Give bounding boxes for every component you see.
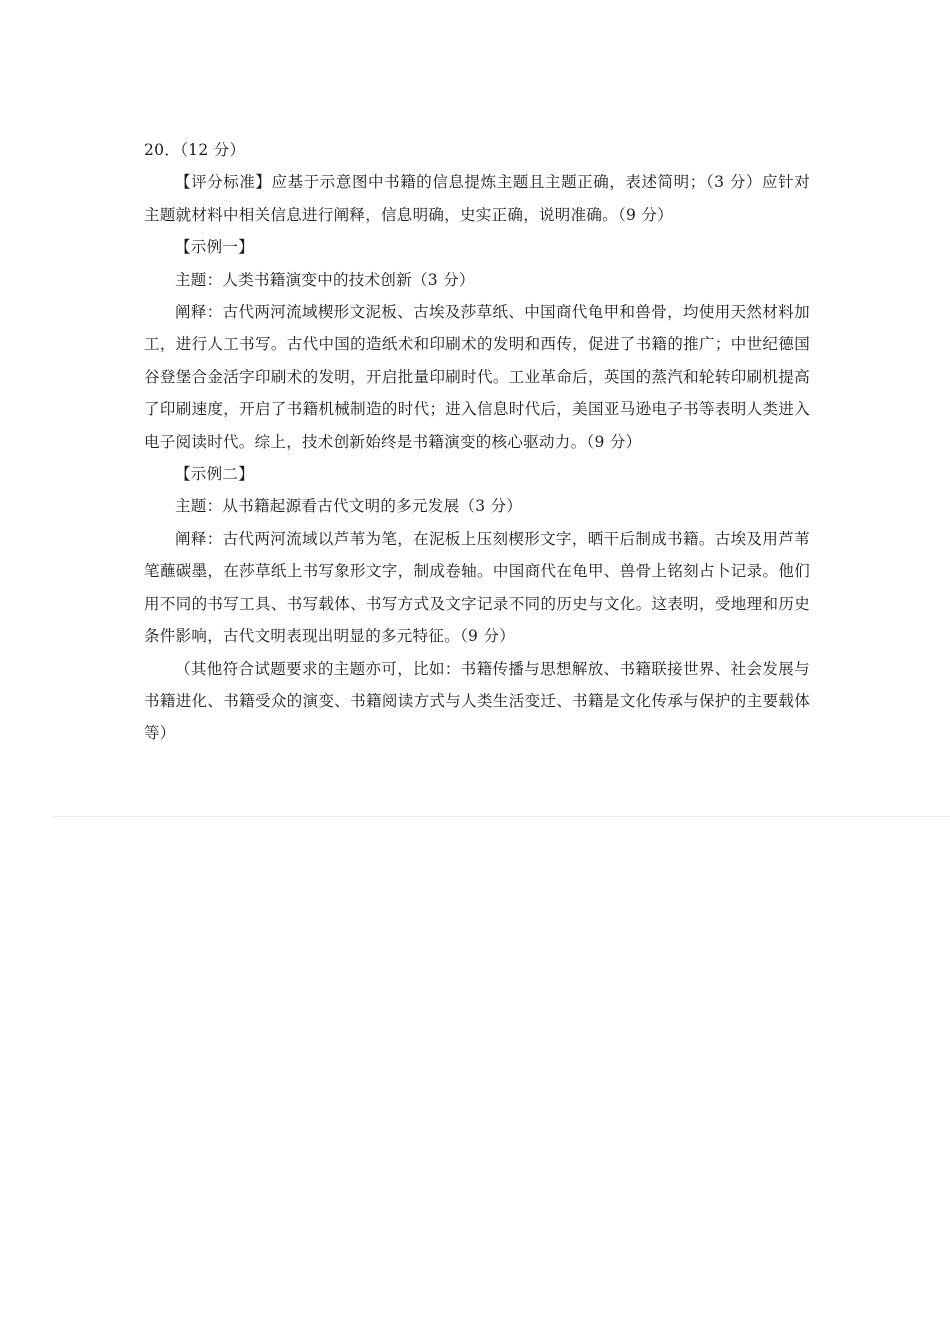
example-one-label: 【示例一】 (175, 238, 255, 257)
example-two-explanation: 阐释：古代两河流域以芦苇为笔，在泥板上压刻楔形文字，晒干后制成书籍。古埃及用芦苇笔蘸碳墨，在莎草纸上书写象形文字，制成卷轴。中国商代在龟甲、兽骨上铭刻占卜记录。他们用不同的书写工具、书写载体、书写方式及文字记录不同的历史与文化。这表明，受地理和历史条件影响，古代文明表现出明显的多元特征。（9 分） (144, 529, 810, 646)
example-two-label: 【示例二】 (175, 465, 255, 484)
answer-content (144, 134, 810, 750)
question-header: 20．（12 分） (144, 141, 246, 159)
scoring-criteria: 【评分标准】应基于示意图中书籍的信息提炼主题且主题正确，表述简明；（3 分）应针对主题就材料中相关信息进行阐释，信息明确，史实正确，说明准确。（9 分） (144, 173, 810, 224)
example-one-theme: 主题：人类书籍演变中的技术创新（3 分） (175, 270, 475, 289)
example-two-theme: 主题：从书籍起源看古代文明的多元发展（3 分） (175, 497, 523, 516)
other-themes-note: （其他符合试题要求的主题亦可，比如：书籍传播与思想解放、书籍联接世界、社会发展与书籍进化、书籍受众的演变、书籍阅读方式与人类生活变迁、书籍是文化传承与保护的主要载体等） (144, 659, 810, 743)
example-one-explanation: 阐释：古代两河流域楔形文泥板、古埃及莎草纸、中国商代龟甲和兽骨，均使用天然材料加工，进行人工书写。古代中国的造纸术和印刷术的发明和西传，促进了书籍的推广；中世纪德国谷登堡合金活字印刷术的发明，开启批量印刷时代。工业革命后，英国的蒸汽和轮转印刷机提高了印刷速度，开启了书籍机械制造的时代；进入信息时代后，美国亚马逊电子书等表明人类进入电子阅读时代。综上，技术创新始终是书籍演变的核心驱动力。（9 分） (144, 303, 810, 451)
